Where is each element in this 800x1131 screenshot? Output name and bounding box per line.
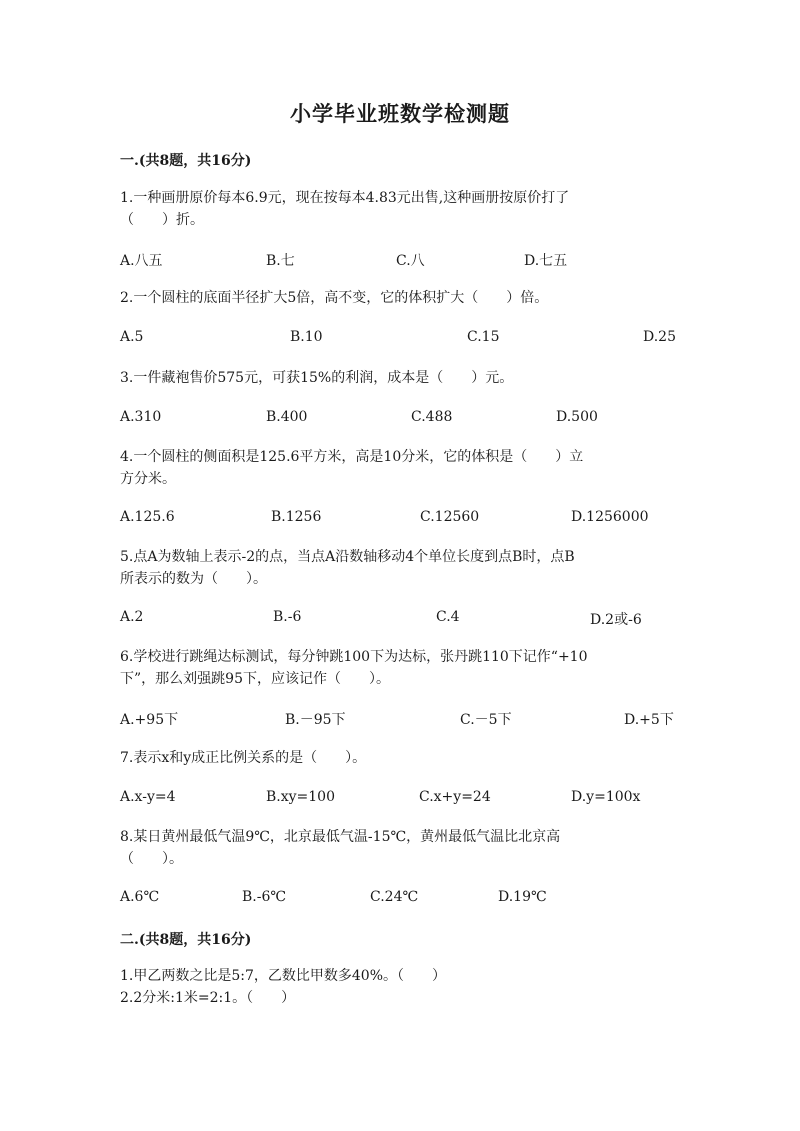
- question-7: [120, 747, 682, 769]
- question-5: [120, 546, 682, 590]
- question-3-line-1: 3.一件藏袍售价575元，可获15%的利润，成本是（ ）元。: [120, 370, 514, 386]
- question-8-options: [0, 889, 800, 909]
- question-4-line-2: 方分米。: [120, 471, 176, 487]
- option-a: A.125.6: [120, 509, 175, 525]
- question-5-line-2: 所表示的数为（ ）。: [120, 571, 267, 587]
- question-3: [120, 367, 682, 389]
- option-c: C.24℃: [370, 889, 419, 905]
- option-c: C.15: [467, 329, 500, 345]
- question-1: [120, 187, 682, 231]
- option-b: B.－95下: [285, 712, 346, 728]
- option-a: A.6℃: [120, 889, 160, 905]
- option-a: A.5: [120, 329, 144, 345]
- question-3-options: [0, 409, 800, 429]
- option-b: B.xy=100: [266, 789, 335, 805]
- option-a: A.+95下: [120, 712, 179, 728]
- option-d: D.500: [556, 409, 598, 425]
- question-6: [120, 646, 682, 690]
- option-b: B.-6: [273, 609, 302, 625]
- option-b: B.10: [290, 329, 323, 345]
- question-2: [120, 287, 682, 309]
- option-d: D.2或-6: [590, 612, 642, 628]
- option-c: C.488: [411, 409, 453, 425]
- option-a: A.310: [120, 409, 162, 425]
- question-6-line-2: 下”，那么刘强跳95下，应该记作（ ）。: [120, 671, 390, 687]
- question-6-options: [0, 709, 800, 729]
- true-false-item-1: 1.甲乙两数之比是5:7，乙数比甲数多40%。（ ）: [120, 968, 447, 984]
- section-2-heading: 二.(共8题，共16分): [120, 932, 252, 948]
- question-1-line-2: （ ）折。: [120, 212, 204, 228]
- page-title: 小学毕业班数学检测题: [290, 101, 510, 126]
- option-d: D.y=100x: [571, 789, 641, 805]
- option-b: B.-6℃: [242, 889, 287, 905]
- section-1-heading: 一.(共8题，共16分): [120, 153, 252, 169]
- question-7-line-1: 7.表示x和y成正比例关系的是（ ）。: [120, 750, 367, 766]
- option-c: C.x+y=24: [419, 789, 491, 805]
- option-d: D.1256000: [571, 509, 649, 525]
- question-7-options: [0, 789, 800, 809]
- option-a: A.x-y=4: [120, 789, 176, 805]
- question-1-line-1: 1.一种画册原价每本6.9元，现在按每本4.83元出售,这种画册按原价打了: [120, 190, 570, 206]
- question-4-line-1: 4.一个圆柱的侧面积是125.6平方米，高是10分米，它的体积是（ ）立: [120, 449, 584, 465]
- question-5-line-1: 5.点A为数轴上表示-2的点，当点A沿数轴移动4个单位长度到点B时，点B: [120, 549, 575, 565]
- question-8-line-2: （ ）。: [120, 851, 183, 867]
- question-2-line-1: 2.一个圆柱的底面半径扩大5倍，高不变，它的体积扩大（ ）倍。: [120, 290, 549, 306]
- option-b: B.七: [266, 253, 295, 269]
- question-5-options: [0, 609, 800, 629]
- option-d: D.19℃: [498, 889, 547, 905]
- option-b: B.400: [266, 409, 308, 425]
- question-4: [120, 446, 682, 490]
- question-1-options: [0, 250, 800, 270]
- question-4-options: [0, 509, 800, 529]
- option-d: D.+5下: [624, 712, 674, 728]
- option-d: D.25: [643, 329, 676, 345]
- true-false-item-2: 2.2分米:1米=2:1。（ ）: [120, 990, 296, 1006]
- option-d: D.七五: [524, 253, 568, 269]
- option-c: C.4: [436, 609, 460, 625]
- option-c: C.12560: [420, 509, 480, 525]
- option-c: C.－5下: [460, 712, 512, 728]
- question-8: [120, 826, 682, 870]
- option-c: C.八: [396, 253, 425, 269]
- question-8-line-1: 8.某日黄州最低气温9℃，北京最低气温-15℃，黄州最低气温比北京高: [120, 829, 561, 845]
- option-a: A.2: [120, 609, 144, 625]
- question-6-line-1: 6.学校进行跳绳达标测试，每分钟跳100下为达标，张丹跳110下记作“+10: [120, 649, 588, 665]
- question-2-options: [0, 329, 800, 349]
- option-a: A.八五: [120, 253, 163, 269]
- option-b: B.1256: [271, 509, 322, 525]
